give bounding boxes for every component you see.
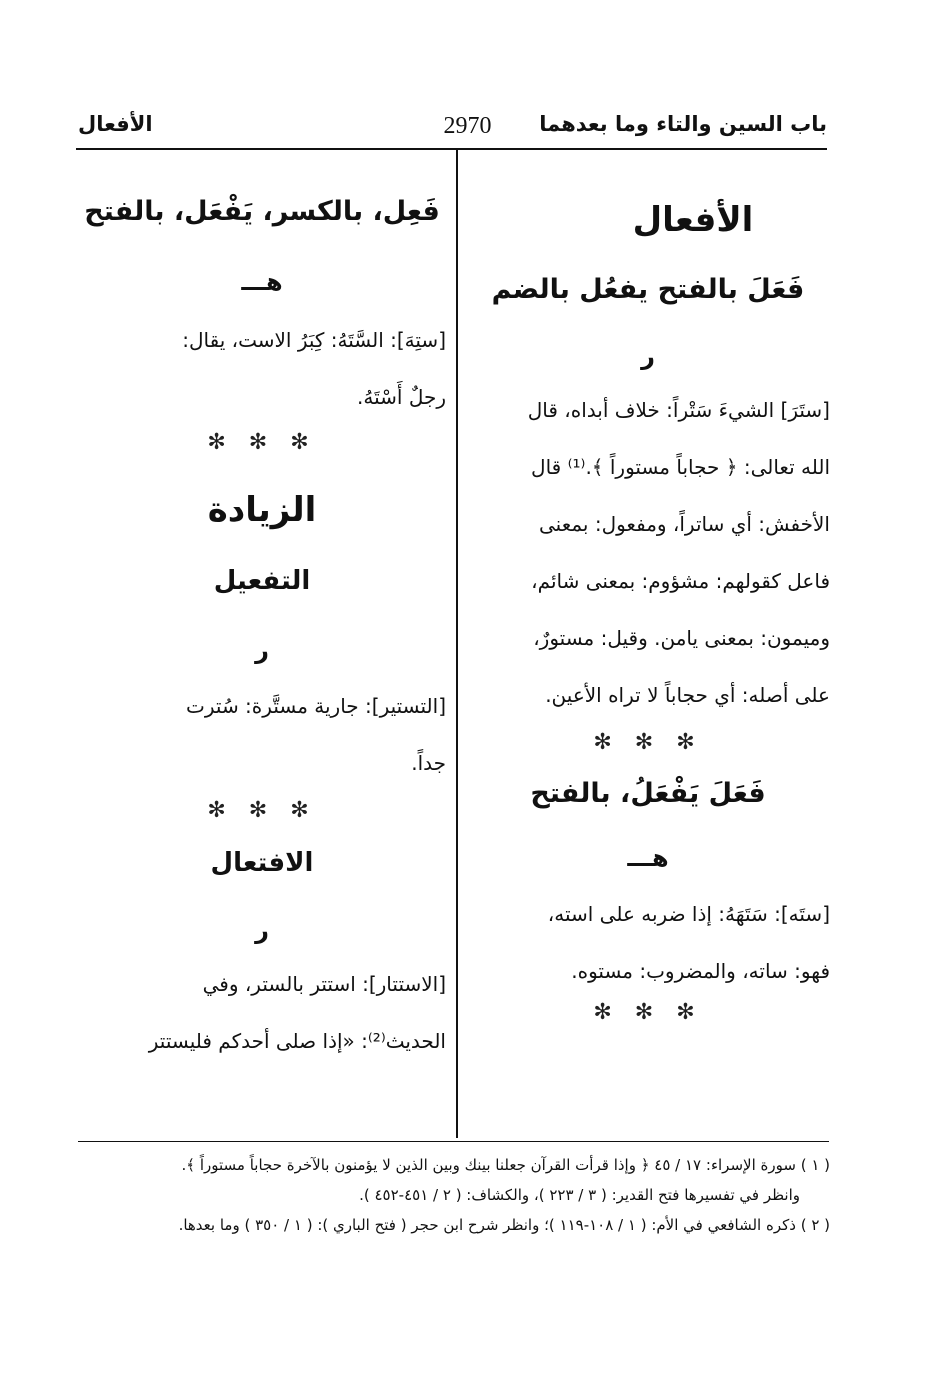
entry-satara: [466, 382, 830, 724]
footnote-rule: [78, 1141, 829, 1142]
entry-line: جداً.: [411, 751, 446, 775]
entry-sataha: [466, 886, 830, 1000]
heading-pattern-fail-kasra: فَعِل، بالكسر، يَفْعَل، بالفتح: [84, 196, 440, 227]
entry-line: الحديث⁽²⁾: «إذا صلى أحدكم فليستتر: [148, 1029, 446, 1053]
entry-line: على أصله: أي حجاباً لا تراه الأعين.: [545, 683, 830, 707]
root-letter-ha: هـــ: [241, 268, 283, 296]
footnotes: [78, 1150, 830, 1240]
running-title-left: الأفعال: [78, 112, 153, 136]
entry-line: [التستير]: جارية مستَّرة: سُترت: [186, 694, 446, 718]
entry-line: رجلٌ أَسْتَهُ.: [357, 385, 446, 409]
footnote-1: ( ١ ) سورة الإسراء: ١٧ / ٤٥ ﴿ وإذا قرأت القرآن جعلنا بينك وبين الذين لا يؤمنون بالآخرة حجاباً مستوراً ﴾.: [181, 1156, 830, 1174]
heading-ziyada: الزيادة: [207, 490, 317, 530]
heading-pattern-faala-fatha: فَعَلَ يَفْعَلُ، بالفتح: [530, 778, 766, 809]
entry-tastir: [78, 678, 446, 792]
entry-satiha: [78, 312, 446, 426]
root-letter-ra: ر: [255, 636, 269, 664]
separator-stars: ✻ ✻ ✻: [593, 730, 703, 755]
entry-istitar: [78, 956, 446, 1070]
entry-line: [الاستتار]: استتر بالستر، وفي: [202, 972, 446, 996]
page-header: [0, 0, 935, 160]
heading-afaal: الأفعال: [632, 200, 754, 240]
separator-stars: ✻ ✻ ✻: [207, 798, 317, 823]
heading-pattern-faala-damma: فَعَلَ بالفتح يفعُل بالضم: [491, 274, 805, 305]
entry-line: الأخفش: أي ساتراً، ومفعول: بمعنى: [538, 512, 830, 536]
column-divider: [456, 150, 458, 1138]
page-number: 2970: [443, 113, 492, 139]
separator-stars: ✻ ✻ ✻: [593, 1000, 703, 1025]
separator-stars: ✻ ✻ ✻: [207, 430, 317, 455]
entry-line: الله تعالى: ﴿ حجاباً مستوراً ﴾.⁽¹⁾ قال: [531, 455, 830, 479]
root-letter-ra: ر: [641, 342, 655, 370]
root-letter-ha: هـــ: [627, 844, 669, 872]
entry-line: [ستَرَ] الشيءَ سَتْراً: خلاف أبداه، قال: [527, 398, 830, 422]
entry-line: [ستِهَ]: السَّتَهُ: كِبَرُ الاست، يقال:: [182, 328, 446, 352]
entry-line: وميمون: بمعنى يامن. وقيل: مستورٌ،: [533, 626, 830, 650]
root-letter-ra: ر: [255, 916, 269, 944]
entry-line: فهو: ساته، والمضروب: مستوه.: [571, 959, 830, 983]
heading-tafeel: التفعيل: [213, 566, 311, 596]
running-title-right: باب السين والتاء وما بعدهما: [539, 112, 827, 136]
footnote-1-continuation: وانظر في تفسيرها فتح القدير: ( ٣ / ٢٢٣ )، والكشاف: ( ٢ / ٤٥١-٤٥٢ ).: [359, 1186, 800, 1204]
header-rule: [76, 148, 827, 150]
entry-line: فاعل كقولهم: مشؤوم: بمعنى شائم،: [531, 569, 830, 593]
heading-iftial: الافتعال: [210, 848, 314, 878]
entry-line: [ستَه]: سَتَهَهُ: إذا ضربه على استه،: [547, 902, 830, 926]
right-column: [466, 160, 830, 1040]
left-column: [78, 160, 446, 1070]
footnote-2: ( ٢ ) ذكره الشافعي في الأم: ( ١ / ١٠٨-١١٩ )؛ وانظر شرح ابن حجر ( فتح الباري ): ( ١ / ٣٥٠ ) وما بعدها.: [178, 1216, 830, 1234]
